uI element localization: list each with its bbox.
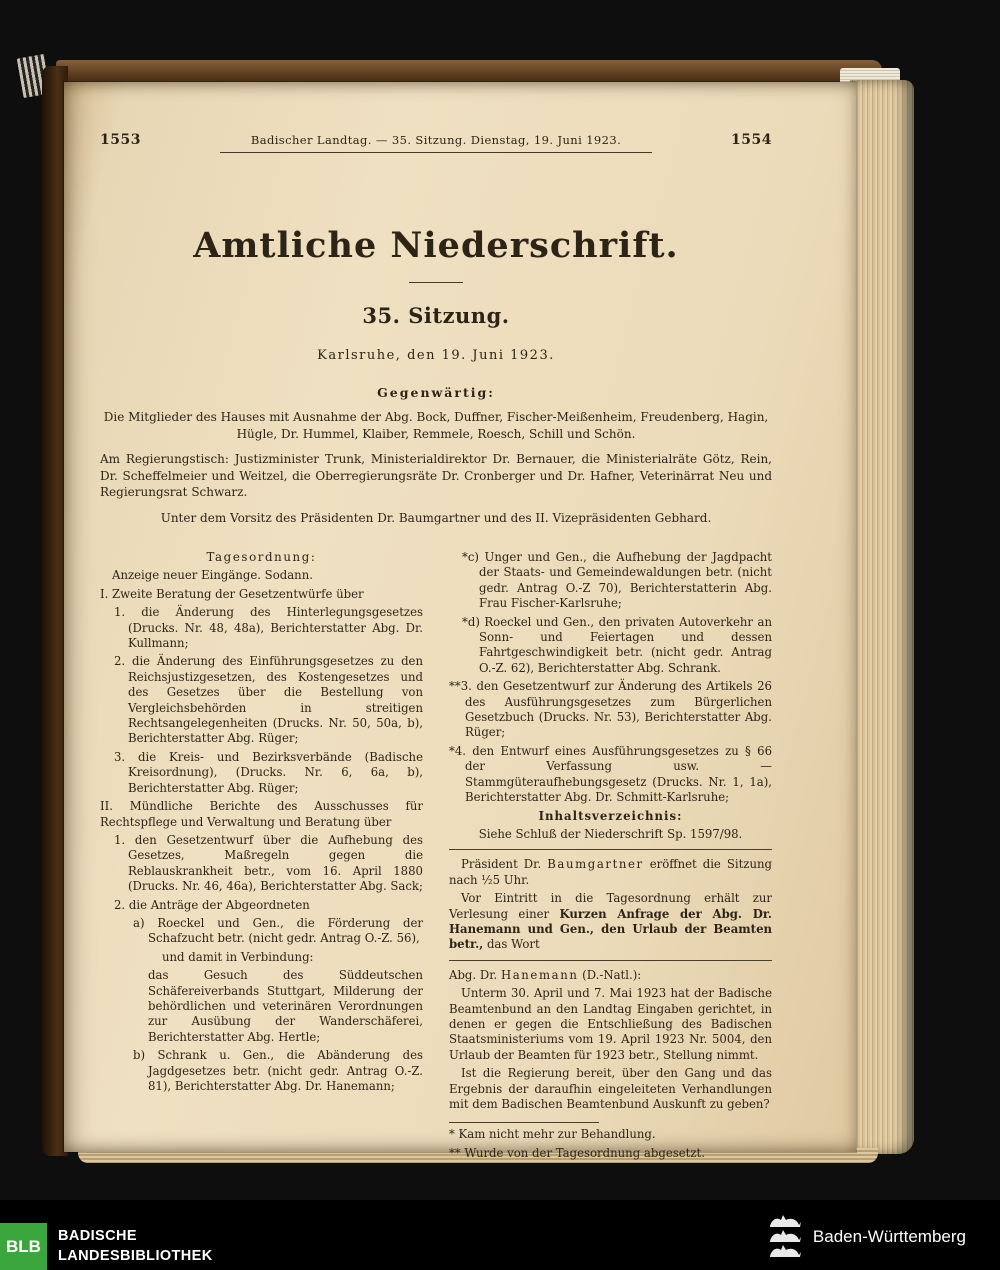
agenda-subitem: a) Roeckel und Gen., die Förderung der Schafzucht betr. (nicht gedr. Antrag O.-Z. 56), (133, 915, 423, 946)
before-agenda-paragraph (449, 891, 772, 953)
text-segment: Abg. Dr. (449, 967, 501, 982)
document-title: Amtliche Niederschrift. (193, 225, 679, 266)
blb-logo-text: BLB (6, 1236, 41, 1256)
library-name-line1: BADISCHE (58, 1228, 137, 1244)
viewer-footer-bar (0, 1200, 1000, 1270)
text-segment: das Wort (483, 937, 540, 952)
column-divider (449, 960, 772, 961)
short-question-title: Kurzen Anfrage der Abg. Dr. Hanemann und Gen., den Urlaub der Beamten betr., (449, 906, 772, 952)
baden-wuerttemberg-logo[interactable] (768, 1214, 966, 1260)
text-segment: Präsident Dr. (461, 857, 548, 872)
region-label: Baden-Württemberg (812, 1227, 966, 1246)
right-column (449, 550, 772, 1164)
two-column-body (100, 550, 772, 1164)
agenda-item: 2. die Anträge der Abgeordneten (114, 897, 310, 912)
running-title: Badischer Landtag. — 35. Sitzung. Dienstag, 19. Juni 1923. (250, 133, 622, 147)
footnote: * Kam nicht mehr zur Behandlung. (449, 1127, 656, 1142)
president-name: Baumgartner (547, 857, 644, 872)
agenda-intro: Anzeige neuer Eingänge. Sodann. (112, 568, 313, 583)
toc-heading: Inhaltsverzeichnis: (538, 808, 683, 823)
agenda-subitem: b) Schrank u. Gen., die Abänderung des Jagdgesetzes betr. (nicht gedr. Antrag O.-Z. 81), Berichterstatter Abg. Dr. Hanemann; (133, 1048, 423, 1093)
agenda-subitem: *d) Roeckel und Gen., den privaten Autoverkehr an Sonn- und Feiertagen und dessen Fahrtgeschwindigkeit betr. (nicht gedr. Antrag O.-Z. 62), Berichterstatter Abg. Schrank. (462, 614, 772, 675)
bw-coat-of-arms-icon (768, 1214, 802, 1260)
attendance-heading: Gegenwärtig: (377, 385, 495, 400)
text-segment: eröffnet die Sitzung nach ½5 Uhr. (449, 857, 772, 887)
blb-logo[interactable] (0, 1223, 47, 1270)
agenda-item: *4. den Entwurf eines Ausführungsgesetzes zu § 66 der Verfassung usw. — Stammgüteraufhebungsgesetz (Drucks. Nr. 1, 1a), Berichterstatter Abg. Dr. Schmitt-Karlsruhe; (449, 743, 772, 805)
agenda-subitem: *c) Unger und Gen., die Aufhebung der Jagdpacht der Staats- und Gemeindewaldungen betr. (nicht gedr. Antrag O.-Z 70), Berichterstatterin Abg. Frau Fischer-Karlsruhe; (462, 550, 772, 611)
scanned-page (64, 82, 856, 1160)
agenda-item: 1. den Gesetzentwurf über die Aufhebung des Gesetzes, Maßregeln gegen die Reblauskrankheit betr., vom 16. April 1880 (Drucks. Nr. 46, 46a), Berichterstatter Abg. Sack; (114, 832, 423, 894)
dateline: Karlsruhe, den 19. Juni 1923. (317, 348, 555, 363)
speaker-line (449, 968, 772, 983)
header-rule (220, 152, 652, 153)
agenda-item: 3. die Kreis- und Bezirksverbände (Badische Kreisordnung), (Drucks. Nr. 6, 6a, b), Berichterstatter Abg. Rüger; (114, 749, 423, 795)
ornament-rule (409, 282, 463, 283)
page-header (100, 132, 772, 148)
agenda-item: 2. die Änderung des Einführungsgesetzes zu den Reichsjustizgesetzen, des Kostengesetzes und des Gesetzes über die Bestellung von Vergleichsbehörden in streitigen Rechtsangelegenheiten (Drucks. Nr. 50, 50a, b), Berichterstatter Abg. Rüger; (114, 654, 423, 746)
session-opening (449, 857, 772, 888)
agenda-subitem-cont: das Gesuch des Süddeutschen Schäfereiverbands Stuttgart, Milderung der behördlichen und veterinären Verordnungen zur Ausübung der Wanderschäferei, Berichterstatter Abg. Hertle; (148, 968, 423, 1044)
text-segment: (D.-Natl.): (578, 967, 642, 982)
attendance-members: Die Mitglieder des Hauses mit Ausnahme der Abg. Bock, Duffner, Fischer-Meißenheim, Freudenberg, Hagin, Hügle, Dr. Hummel, Klaiber, Remmele, Roesch, Schill und Schön. (103, 410, 769, 441)
agenda-heading: Tagesordnung: (206, 550, 317, 564)
speaker-name: Hanemann (500, 967, 579, 982)
footnote: ** Wurde von der Tagesordnung abgesetzt. (449, 1145, 705, 1160)
speech-paragraph: Ist die Regierung bereit, über den Gang und das Ergebnis der daraufhin eingeleiteten Verhandlungen mit dem Badischen Beamtenbund Auskunft zu geben? (449, 1066, 772, 1111)
page-content (100, 132, 772, 1164)
presiding-line: Unter dem Vorsitz des Präsidenten Dr. Baumgartner und des II. Vizepräsidenten Gebhard. (160, 510, 712, 525)
toc-reference: Siehe Schluß der Niederschrift Sp. 1597/98. (478, 826, 743, 841)
agenda-section-2: II. Mündliche Berichte des Ausschusses für Rechtspflege und Verwaltung und Beratung über (100, 799, 423, 829)
page-number-right: 1554 (731, 132, 772, 148)
session-heading: 35. Sitzung. (362, 303, 510, 328)
speech-paragraph: Unterm 30. April und 7. Mai 1923 hat der Badische Beamtenbund an den Landtag Eingaben gerichtet, in denen er gegen die Entschließung des Badischen Staatsministeriums vom 19. April 1923 Nr. 5004, den Urlaub der Beamten für 1923 betr., Stellung nimmt. (449, 986, 772, 1062)
left-column (100, 550, 423, 1164)
library-name (58, 1226, 213, 1266)
agenda-section-1: I. Zweite Beratung der Gesetzentwürfe über (100, 586, 364, 601)
agenda-item: **3. den Gesetzentwurf zur Änderung des Artikels 26 des Ausführungsgesetzes zum Bürgerlichen Gesetzbuch (Drucks. Nr. 53), Berichterstatter Abg. Rüger; (449, 679, 772, 740)
column-divider (449, 849, 772, 850)
footnote-rule (449, 1122, 599, 1123)
page-number-left: 1553 (100, 132, 141, 148)
agenda-subitem-link: und damit in Verbindung: (162, 949, 314, 964)
library-name-line2: LANDESBIBLIOTHEK (58, 1248, 213, 1264)
agenda-item: 1. die Änderung des Hinterlegungsgesetzes (Drucks. Nr. 48, 48a), Berichterstatter Abg. Dr. Kullmann; (114, 605, 423, 651)
text-segment: Vor Eintritt in die Tagesordnung erhält zur Verlesung einer (449, 891, 772, 921)
attendance-government: Am Regierungstisch: Justizminister Trunk, Ministerialdirektor Dr. Bernauer, die Ministerialräte Götz, Rein, Dr. Scheffelmeier und Weitzel, die Oberregierungsräte Dr. Cronberger und Dr. Hafner, Veterinärrat Neu und Regierungsrat Schwarz. (100, 452, 772, 499)
page-edges-right (850, 80, 914, 1154)
